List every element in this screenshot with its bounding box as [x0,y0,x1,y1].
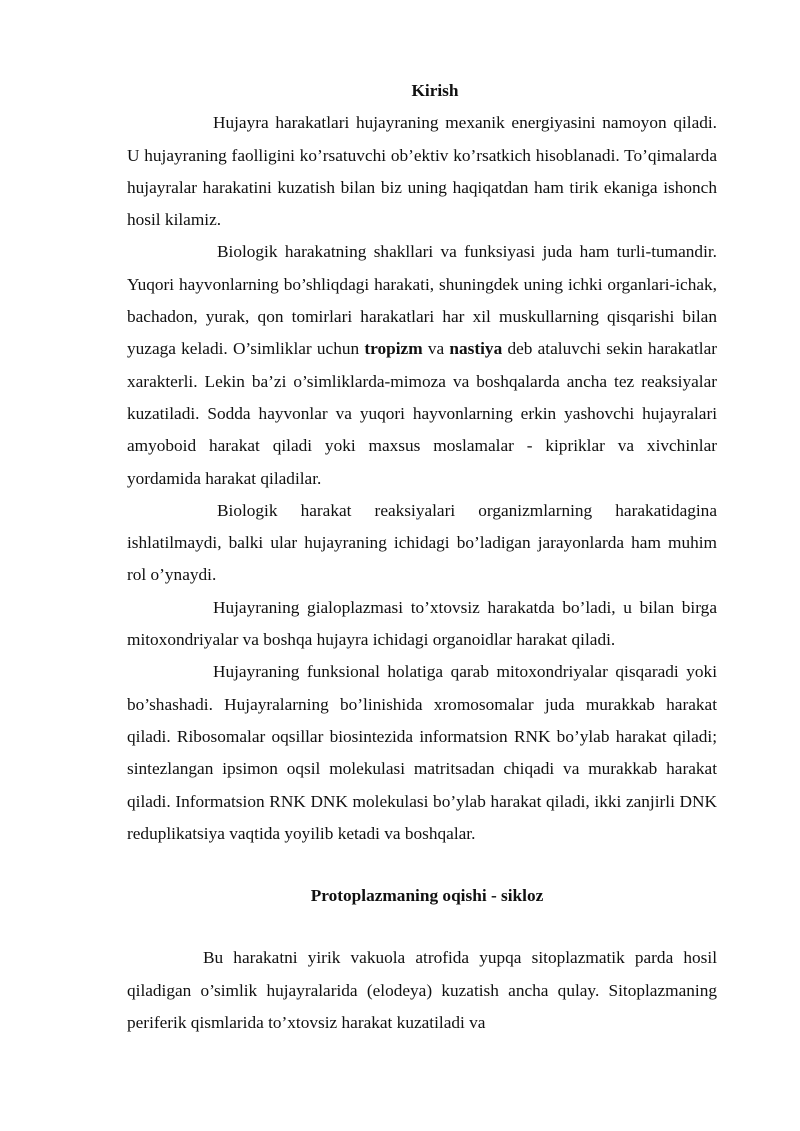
paragraph-3: Biologik harakat reaksiyalari organizmlarning harakatidagina ishlatilmaydi, balki ular hujayraning ichidagi bo’ladigan jarayonlarda ham muhim rol o’ynaydi. [127,500,717,585]
paragraph-2-text-c: va [422,339,450,359]
paragraph-2-text-e: deb ataluvchi sekin harakatlar xarakterli. Lekin ba’zi o’simliklarda-mimoza va boshqalarda ancha tez reaksiyalar kuzatiladi. Sodda hayvonlar va yuqori hayvonlarning erkin yashovchi hujayralari amyoboid harakat qiladi yoki maxsus moslamalar - kipriklar va xivchinlar yordamida harakat qiladilar. [127,339,717,488]
term-nastiya: nastiya [449,339,503,359]
paragraph-2-text-a: Biologik harakatning shakllari va funksiyasi juda ham turli-tumandir. Yuqori hayvonlarning bo’shliqdagi harakati, shuningdek uning ichki organlari-ichak, bachadon, yurak, qon tomirlari harakatlari har xil muskullarning qisqarishi bilan yuzaga keladi. O’simliklar uchun [127,242,717,359]
paragraph-4: Hujayraning gialoplazmasi to’xtovsiz harakatda bo’ladi, u bilan birga mitoxondriyalar va boshqa hujayra ichidagi organoidlar harakat qiladi. [127,597,717,650]
paragraph-1: Hujayra harakatlari hujayraning mexanik energiyasini namoyon qiladi. U hujayraning faolligini ko’rsatuvchi ob’ektiv ko’rsatkich hisoblanadi. To’qimalarda hujayralar harakatini kuzatish bilan biz uning haqiqatdan ham tirik ekaniga ishonch hosil kilamiz. [127,113,717,230]
section-title-kirish: Kirish [411,81,459,100]
section-title-sikloz: Protoplazmaning oqishi - sikloz [310,886,544,906]
paragraph-2 [127,236,717,494]
paragraph-6: Bu harakatni yirik vakuola atrofida yupqa sitoplazmatik parda hosil qiladigan o’simlik hujayralarida (elodeya) kuzatish ancha qulay. Sitoplazmaning periferik qismlarida to’xtovsiz harakat kuzatiladi va [127,948,717,1033]
paragraph-5: Hujayraning funksional holatiga qarab mitoxondriyalar qisqaradi yoki bo’shashadi. Hujayralarning bo’linishida xromosomalar juda murakkab harakat qiladi. Ribosomalar oqsillar biosintezida informatsion RNK bo’ylab harakat qiladi; sintezlangan ipsimon oqsil molekulasi matritsadan chiqadi va murakkab harakat qiladi. Informatsion RNK DNK molekulasi bo’ylab harakat qiladi, ikki zanjirli DNK reduplikatsiya vaqtida yoyilib ketadi va boshqalar. [127,662,717,843]
term-tropizm: tropizm [364,339,423,359]
